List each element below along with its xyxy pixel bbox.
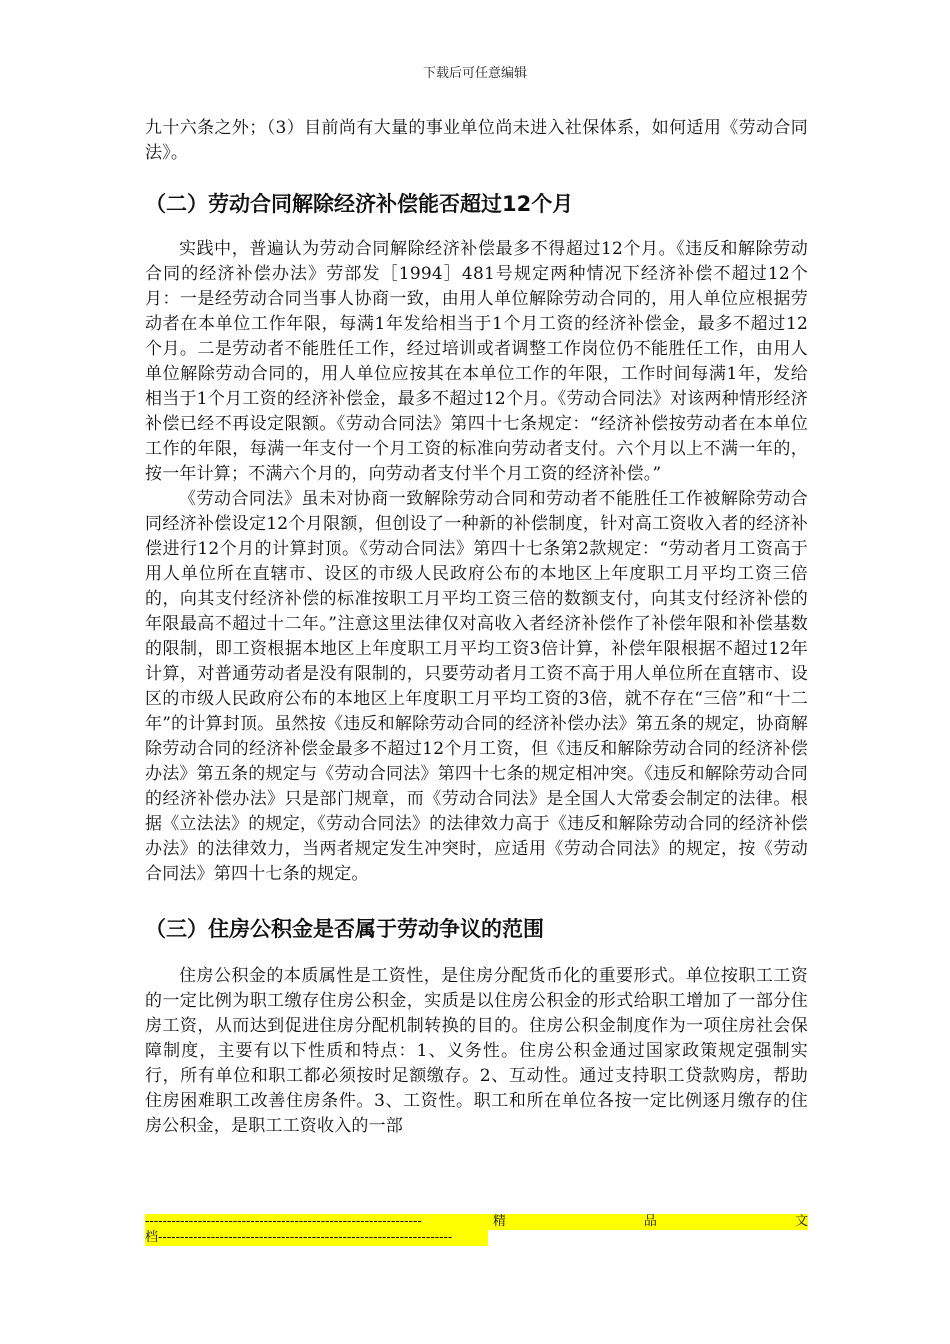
footer-banner-line-2: 档------------------------------------------------------------------- <box>145 1230 488 1246</box>
section-3-heading: （三）住房公积金是否属于劳动争议的范围 <box>145 917 544 941</box>
section-3-paragraph-1: 住房公积金的本质属性是工资性，是住房分配货币化的重要形式。单位按职工工资的一定比例为职工缴存住房公积金，实质是以住房公积金的形式给职工增加了一部分住房工资，从而达到促进住房分配机制转换的目的。住房公积金制度作为一项住房社会保障制度，主要有以下性质和特点：1、义务性。住房公积金通过国家政策规定强制实行，所有单位和职工都必须按时足额缴存。2、互动性。通过支持职工贷款购房，帮助住房困难职工改善住房条件。3、工资性。职工和所在单位各按一定比例逐月缴存的住房公积金，是职工工资收入的一部 <box>145 966 808 1136</box>
section-2-paragraph-2: 《劳动合同法》虽未对协商一致解除劳动合同和劳动者不能胜任工作被解除劳动合同经济补偿设定12个月限额，但创设了一种新的补偿制度，针对高工资收入者的经济补偿进行12个月的计算封顶。《劳动合同法》第四十七条第2款规定：“劳动者月工资高于用人单位所在直辖市、设区的市级人民政府公布的本地区上年度职工月平均工资三倍的，向其支付经济补偿的标准按职工月平均工资三倍的数额支付，向其支付经济补偿的年限最高不超过十二年。”注意这里法律仅对高收入者经济补偿作了补偿年限和补偿基数的限制，即工资根据本地区上年度职工月平均工资3倍计算，补偿年限根据不超过12年计算，对普通劳动者是没有限制的，只要劳动者月工资不高于用人单位所在直辖市、设区的市级人民政府公布的本地区上年度职工月平均工资的3倍，就不存在“三倍”和“十二年”的计算封顶。虽然按《违反和解除劳动合同的经济补偿办法》第五条的规定，协商解除劳动合同的经济补偿金最多不超过12个月工资，但《违反和解除劳动合同的经济补偿办法》第五条的规定与《劳动合同法》第四十七条的规定相冲突。《违反和解除劳动合同的经济补偿办法》只是部门规章，而《劳动合同法》是全国人大常委会制定的法律。根据《立法法》的规定，《劳动合同法》的法律效力高于《违反和解除劳动合同的经济补偿办法》的法律效力，当两者规定发生冲突时，应适用《劳动合同法》的规定，按《劳动合同法》第四十七条的规定。 <box>145 489 808 884</box>
page-header: 下载后可任意编辑 <box>422 66 527 81</box>
document-body <box>145 116 808 1139</box>
footer-banner-line-1: --------------------------------------------------------------- 精 品 文 <box>145 1214 808 1229</box>
intro-paragraph: 九十六条之外；（3）目前尚有大量的事业单位尚未进入社保体系，如何适用《劳动合同法》。 <box>145 118 808 163</box>
section-2-heading: （二）劳动合同解除经济补偿能否超过12个月 <box>145 192 574 216</box>
section-2-paragraph-1: 实践中，普遍认为劳动合同解除经济补偿最多不得超过12个月。《违反和解除劳动合同的经济补偿办法》劳部发［1994］481号规定两种情况下经济补偿不超过12个月：一是经劳动合同当事人协商一致，由用人单位解除劳动合同的，用人单位应根据劳动者在本单位工作年限，每满1年发给相当于1个月工资的经济补偿金，最多不超过12个月。二是劳动者不能胜任工作，经过培训或者调整工作岗位仍不能胜任工作，由用人单位解除劳动合同的，用人单位应按其在本单位工作的年限，工作时间每满1年，发给相当于1个月工资的经济补偿金，最多不超过12个月。《劳动合同法》对该两种情形经济补偿已经不再设定限额。《劳动合同法》第四十七条规定：“经济补偿按劳动者在本单位工作的年限，每满一年支付一个月工资的标准向劳动者支付。六个月以上不满一年的，按一年计算；不满六个月的，向劳动者支付半个月工资的经济补偿。” <box>145 239 808 484</box>
